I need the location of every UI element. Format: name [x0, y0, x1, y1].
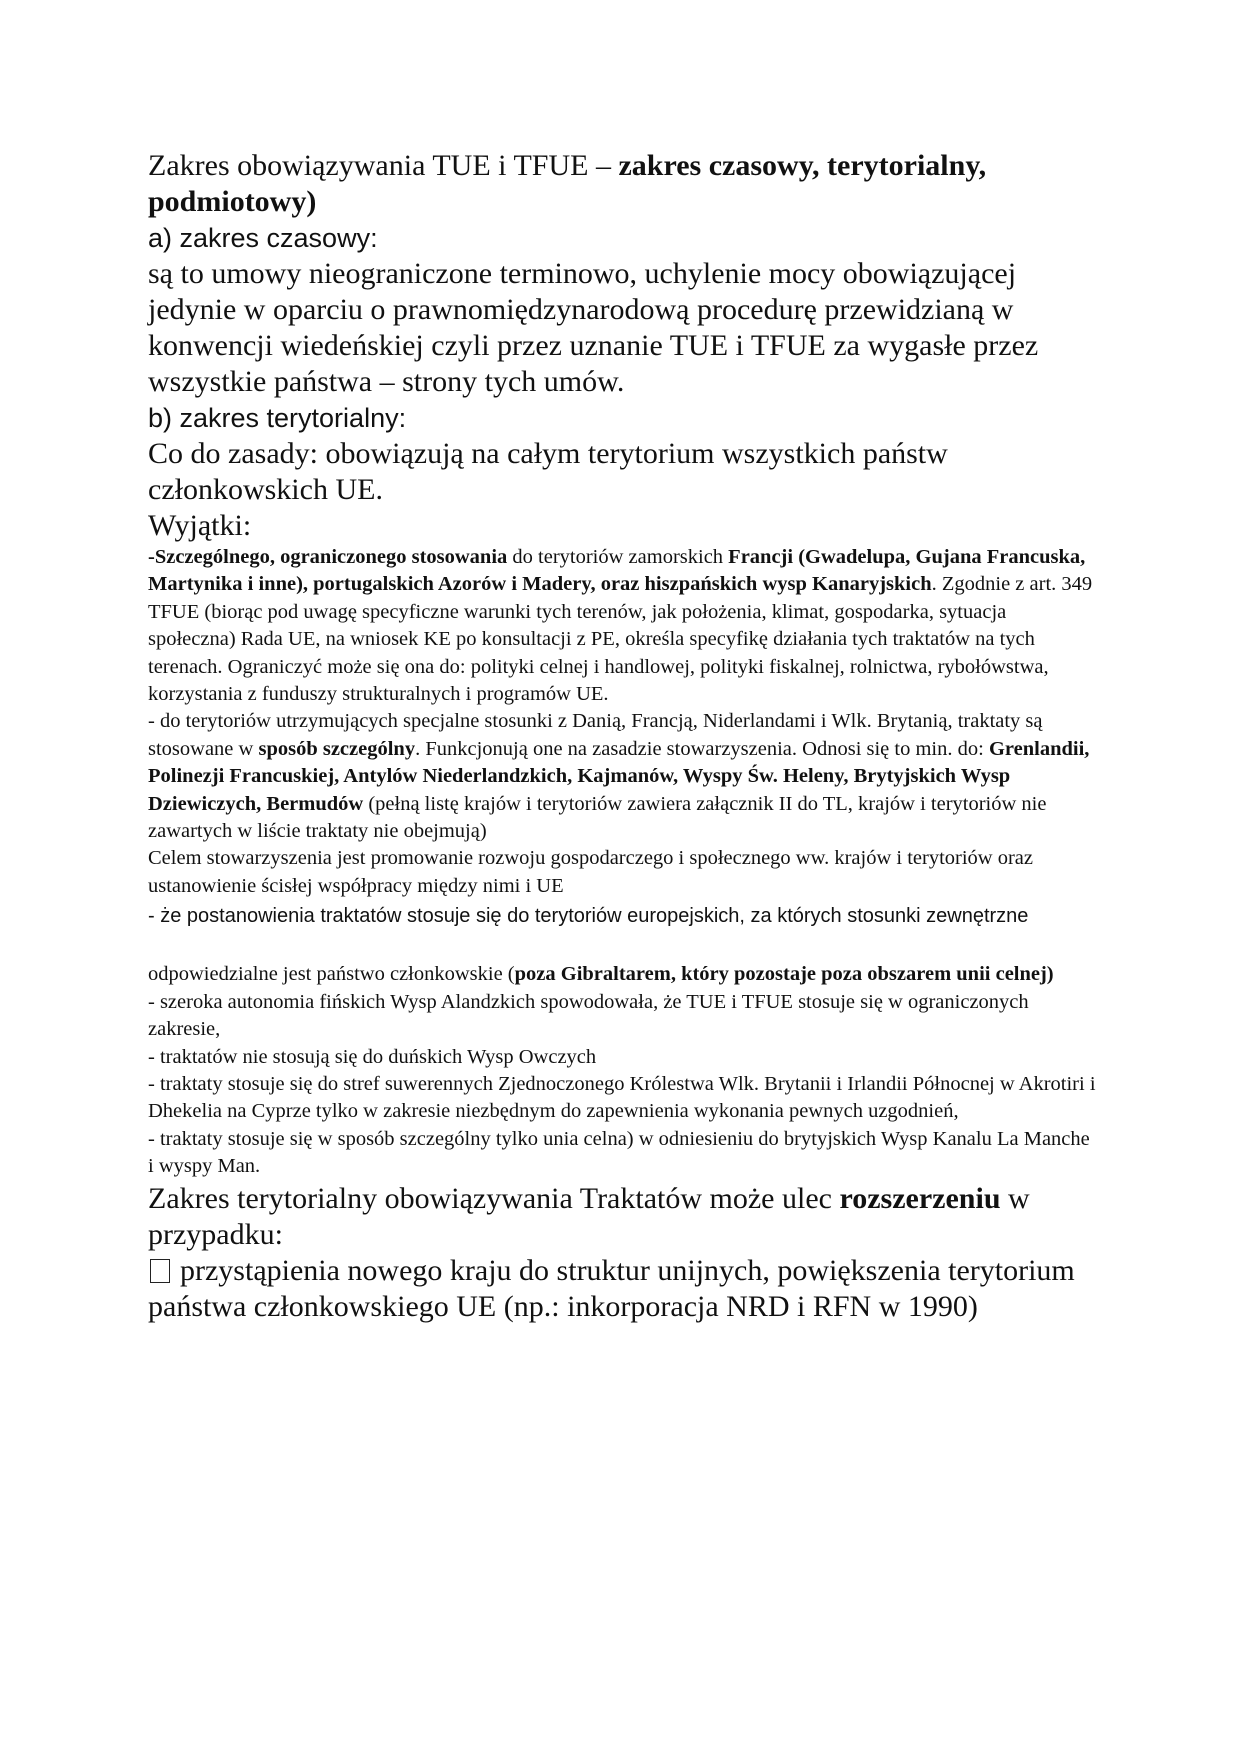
exception-european-territories: - że postanowienia traktatów stosuje się do terytoriów europejskich, za których stosunki zewnętrzne	[148, 905, 1029, 928]
list-item: - traktaty stosuje się w sposób szczególny tylko unia celna) w odniesieniu do brytyjskich Wysp Kanalu La Manche i wyspy Man.	[148, 1127, 1090, 1178]
list-item: - traktatów nie stosują się do duńskich Wysp Owczych	[148, 1045, 597, 1068]
exception-overseas	[148, 544, 1098, 708]
document-heading	[148, 148, 1098, 220]
empty-box-bullet-icon	[150, 1259, 170, 1283]
exception-overseas-text-2: . Zgodnie z art. 349 TFUE (biorąc pod uwagę specyficzne warunki tych terenów, jak położenia, klimat, gospodarka, sytuacja społeczna) Rada UE, na wniosek KE po konsultacji z PE, określa specyfikę działania tych traktatów na tych terenach. Ograniczyć może się ona do: polityki celnej i handlowej, polityki fiskalnej, rolnictwa, rybołówstwa, korzystania z funduszy strukturalnych i programów UE.	[148, 573, 1093, 706]
list-item: - traktaty stosuje się do stref suwerennych Zjednoczonego Królestwa Wlk. Brytanii i Irlandii Północnej w Akrotiri i Dhekelia na Cyprze tylko w zakresie niezbędnym do zapewnienia wykonania pewnych uzgodnień,	[148, 1072, 1096, 1123]
exception-association-bold-2: Grenlandii, Polinezji Francuskiej, Antylów Niederlandzkich, Kajmanów, Wyspy Św. Heleny, Brytyjskich Wysp Dziewiczych, Bermudów	[148, 737, 1090, 815]
extension-intro	[148, 1181, 1098, 1253]
blank-gap	[148, 933, 1098, 961]
section-b-rule: Co do zasady: obowiązują na całym terytorium wszystkich państw członkowskich UE.	[148, 437, 948, 506]
exception-overseas-text-1: do terytoriów zamorskich	[507, 546, 729, 568]
exception-association-text-3: (pełną listę krajów i terytoriów zawiera załącznik II do TL, krajów i terytoriów nie zawartych w liście traktaty nie obejmują)	[148, 792, 1047, 843]
exception-overseas-bold-1: -Szczególnego, ograniczonego stosowania	[148, 546, 508, 568]
exceptions-label: Wyjątki:	[148, 509, 252, 542]
extension-bold: rozszerzeniu	[839, 1181, 1001, 1215]
section-b-title: b) zakres terytorialny:	[148, 403, 407, 433]
extension-text-2: w przypadku:	[148, 1181, 1030, 1251]
exception-association	[148, 708, 1098, 845]
list-item: - szeroka autonomia fińskich Wysp Alandzkich spowodowała, że TUE i TFUE stosuje się w ograniczonych zakresie,	[148, 990, 1029, 1041]
section-a-title: a) zakres czasowy:	[148, 223, 378, 253]
exception-association-text-1: - do terytoriów utrzymujących specjalne stosunki z Danią, Francją, Niderlandami i Wlk. Brytanią, traktaty są stosowane w	[148, 710, 1043, 760]
association-goal: Celem stowarzyszenia jest promowanie rozwoju gospodarczego i społecznego ww. krajów i terytoriów oraz ustanowienie ścisłej współpracy między nimi i UE	[148, 847, 1034, 897]
exception-gibraltar-text: odpowiedzialne jest państwo członkowskie (	[148, 963, 515, 986]
extension-item	[148, 1253, 1098, 1325]
section-a-text: są to umowy nieograniczone terminowo, uchylenie mocy obowiązującej jedynie w oparciu o prawnomiędzynarodową procedurę przewidzianą w konwencji wiedeńskiej czyli przez uznanie TUE i TFUE za wygasłe przez wszystkie państwa – strony tych umów.	[148, 257, 1039, 398]
extension-text-1: Zakres terytorialny obowiązywania Traktatów może ulec	[148, 1181, 840, 1215]
extension-item-text: przystąpienia nowego kraju do struktur unijnych, powiększenia terytorium państwa członkowskiego UE (np.: inkorporacja NRD i RFN w 1990)	[148, 1253, 1075, 1323]
heading-bold-text: zakres czasowy, terytorialny, podmiotowy)	[148, 149, 987, 218]
exception-association-bold-1: sposób szczególny	[258, 737, 416, 760]
exception-gibraltar	[148, 961, 1098, 988]
heading-text: Zakres obowiązywania TUE i TFUE –	[148, 149, 619, 182]
exception-association-text-2: . Funkcjonują one na zasadzie stowarzyszenia. Odnosi się to min. do:	[415, 737, 989, 760]
exception-overseas-bold-2: Francji (Gwadelupa, Gujana Francuska, Martynika i inne), portugalskich Azorów i Madery, oraz hiszpańskich wysp Kanaryjskich	[148, 546, 1086, 596]
document-page	[148, 148, 1098, 1325]
exception-gibraltar-bold: poza Gibraltarem, który pozostaje poza obszarem unii celnej)	[514, 963, 1054, 986]
